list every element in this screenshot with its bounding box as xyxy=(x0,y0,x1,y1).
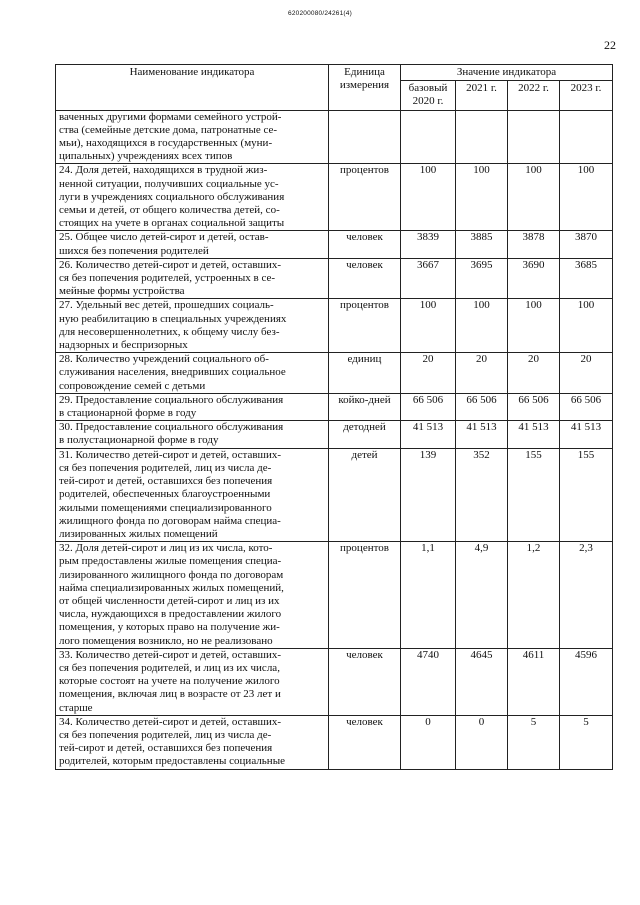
indicator-name-line: тей-сирот и детей, оставшихся без попечения xyxy=(59,742,273,755)
unit-cell: детей xyxy=(329,448,401,541)
indicator-name-cell xyxy=(56,393,329,420)
indicator-name-line: 29. Предоставление социального обслуживания xyxy=(59,393,284,406)
indicator-name-line: жилыми помещениями специализированного xyxy=(59,501,272,514)
header-year-line: базовый xyxy=(408,82,448,95)
unit-cell: детодней xyxy=(329,421,401,448)
value-cell: 20 xyxy=(508,353,560,394)
value-cell: 155 xyxy=(508,448,560,541)
indicator-name-line: 27. Удельный вес детей, прошедших социаль- xyxy=(59,299,274,312)
indicator-name-line: которые состоят на учете на получение жилого xyxy=(59,675,280,688)
indicator-name-line: лизированного жилищного фонда по договорам xyxy=(59,568,284,581)
indicator-name-line: для несовершеннолетних, к общему числу без- xyxy=(59,325,280,338)
indicator-name-line: стоящих на учете в органах социальной защиты xyxy=(59,217,285,230)
header-year-2022: 2022 г. xyxy=(508,81,560,110)
value-cell: 66 506 xyxy=(508,393,560,420)
indicator-name-line: ства (семейные детские дома, патронатные се- xyxy=(59,123,278,136)
value-cell: 1,2 xyxy=(508,542,560,649)
header-indicator-name: Наименование индикатора xyxy=(56,65,329,111)
unit-cell: человек xyxy=(329,715,401,769)
value-cell: 66 506 xyxy=(560,393,613,420)
indicator-name-line: надзорных и беспризорных xyxy=(59,339,188,352)
indicator-name-line: ся без попечения родителей, лиц из числа де- xyxy=(59,461,272,474)
value-cell: 100 xyxy=(560,299,613,353)
unit-cell: человек xyxy=(329,258,401,299)
indicator-name-line: мьи), находящихся в государственных (муни- xyxy=(59,137,273,150)
indicator-name-line: лого помещения возникло, но не реализовано xyxy=(59,634,273,647)
unit-cell: человек xyxy=(329,648,401,715)
value-cell xyxy=(401,110,456,164)
indicator-name-cell xyxy=(56,715,329,769)
indicator-name-line: ся без попечения родителей, лиц из числа де- xyxy=(59,728,272,741)
indicator-name-line: служивания населения, внедривших социальное xyxy=(59,366,286,379)
table-header xyxy=(56,65,613,111)
value-cell: 155 xyxy=(560,448,613,541)
unit-cell: процентов xyxy=(329,164,401,231)
indicator-name-line: родителей, которым предоставлены социальные xyxy=(59,755,285,768)
value-cell: 100 xyxy=(508,299,560,353)
value-cell: 20 xyxy=(560,353,613,394)
header-indicator-value: Значение индикатора xyxy=(401,65,613,81)
value-cell: 100 xyxy=(560,164,613,231)
indicator-name-cell xyxy=(56,231,329,258)
indicator-name-line: шихся без попечения родителей xyxy=(59,244,209,257)
value-cell: 3839 xyxy=(401,231,456,258)
value-cell: 4645 xyxy=(456,648,508,715)
page-number: 22 xyxy=(604,38,616,52)
unit-cell: человек xyxy=(329,231,401,258)
value-cell: 352 xyxy=(456,448,508,541)
value-cell: 4611 xyxy=(508,648,560,715)
value-cell: 20 xyxy=(401,353,456,394)
indicator-name-line: ваченных другими формами семейного устрой- xyxy=(59,110,282,123)
table-row xyxy=(56,421,613,448)
value-cell xyxy=(456,110,508,164)
indicator-name-line: в полустационарной форме в году xyxy=(59,434,219,447)
value-cell: 100 xyxy=(456,299,508,353)
table-row xyxy=(56,542,613,649)
value-cell: 3685 xyxy=(560,258,613,299)
indicator-name-line: помещения, у которых право на получение жи- xyxy=(59,621,280,634)
indicator-name-cell xyxy=(56,164,329,231)
document-id: 620200080/24261(4) xyxy=(288,10,352,17)
indicator-name-line: сопровождение семей с детьми xyxy=(59,379,206,392)
indicator-name-line: старше xyxy=(59,701,93,714)
value-cell: 0 xyxy=(401,715,456,769)
indicator-name-cell xyxy=(56,299,329,353)
value-cell: 100 xyxy=(401,164,456,231)
indicator-name-cell xyxy=(56,110,329,164)
indicator-name-line: ся без попечения родителей, устроенных в се- xyxy=(59,272,276,285)
table-row xyxy=(56,164,613,231)
indicator-name-line: 32. Доля детей-сирот и лиц из их числа, кото- xyxy=(59,542,273,555)
value-cell: 4596 xyxy=(560,648,613,715)
value-cell: 5 xyxy=(508,715,560,769)
indicator-name-line: в стационарной форме в году xyxy=(59,407,197,420)
table-row xyxy=(56,110,613,164)
indicator-name-line: родителей, обеспеченных благоустроенными xyxy=(59,488,271,501)
indicator-name-line: 26. Количество детей-сирот и детей, оставших- xyxy=(59,258,282,271)
value-cell xyxy=(560,110,613,164)
indicator-name-line: помещения, включая лиц в возрасте от 23 лет и xyxy=(59,688,281,701)
indicator-name-line: 34. Количество детей-сирот и детей, оставших- xyxy=(59,715,282,728)
indicator-name-line: 31. Количество детей-сирот и детей, оставших- xyxy=(59,448,282,461)
indicator-table xyxy=(55,64,613,770)
table-row xyxy=(56,448,613,541)
value-cell: 3690 xyxy=(508,258,560,299)
header-year-2021: 2021 г. xyxy=(456,81,508,110)
value-cell xyxy=(508,110,560,164)
unit-cell: процентов xyxy=(329,299,401,353)
header-unit-line: Единица xyxy=(344,66,385,78)
unit-cell xyxy=(329,110,401,164)
header-unit-line: измерения xyxy=(339,79,390,92)
indicator-name-cell xyxy=(56,648,329,715)
indicator-name-line: 24. Доля детей, находящихся в трудной жиз- xyxy=(59,164,268,177)
indicator-name-line: ненной ситуации, получивших социальные ус- xyxy=(59,177,279,190)
unit-cell: койко-дней xyxy=(329,393,401,420)
indicator-name-line: числа, нуждающихся в предоставлении жилого xyxy=(59,608,282,621)
table-row xyxy=(56,258,613,299)
header-year-2023: 2023 г. xyxy=(560,81,613,110)
unit-cell: процентов xyxy=(329,542,401,649)
indicator-name-line: ципальных) учреждениях всех типов xyxy=(59,150,233,163)
indicator-name-cell xyxy=(56,542,329,649)
value-cell: 20 xyxy=(456,353,508,394)
indicator-name-line: рым предоставлены жилые помещения специа- xyxy=(59,555,282,568)
table-row xyxy=(56,353,613,394)
indicator-name-line: лизированных жилых помещений xyxy=(59,527,218,540)
value-cell: 139 xyxy=(401,448,456,541)
value-cell: 4740 xyxy=(401,648,456,715)
value-cell: 5 xyxy=(560,715,613,769)
header-unit xyxy=(329,65,401,111)
value-cell: 66 506 xyxy=(401,393,456,420)
value-cell: 100 xyxy=(508,164,560,231)
value-cell: 3885 xyxy=(456,231,508,258)
indicator-name-line: 30. Предоставление социального обслуживания xyxy=(59,421,284,434)
value-cell: 1,1 xyxy=(401,542,456,649)
indicator-name-line: 25. Общее число детей-сирот и детей, остав- xyxy=(59,231,269,244)
indicator-name-cell xyxy=(56,448,329,541)
table-row xyxy=(56,648,613,715)
indicator-name-cell xyxy=(56,421,329,448)
indicator-name-line: от общей численности детей-сирот и лиц из их xyxy=(59,594,280,607)
table-row xyxy=(56,231,613,258)
value-cell: 3878 xyxy=(508,231,560,258)
value-cell: 100 xyxy=(401,299,456,353)
value-cell: 41 513 xyxy=(508,421,560,448)
indicator-name-line: найма специализированных жилых помещений, xyxy=(59,581,284,594)
value-cell: 41 513 xyxy=(401,421,456,448)
indicator-name-line: мейные формы устройства xyxy=(59,285,185,298)
value-cell: 41 513 xyxy=(456,421,508,448)
indicator-name-line: жилищного фонда по договорам найма специа- xyxy=(59,514,281,527)
indicator-name-line: 33. Количество детей-сирот и детей, оставших- xyxy=(59,648,282,661)
value-cell: 100 xyxy=(456,164,508,231)
unit-cell: единиц xyxy=(329,353,401,394)
table-row xyxy=(56,393,613,420)
indicator-name-line: ную реабилитацию в специальных учреждениях xyxy=(59,312,287,325)
value-cell: 3870 xyxy=(560,231,613,258)
value-cell: 2,3 xyxy=(560,542,613,649)
table-row xyxy=(56,715,613,769)
value-cell: 41 513 xyxy=(560,421,613,448)
table-row xyxy=(56,299,613,353)
indicator-name-line: тей-сирот и детей, оставшихся без попечения xyxy=(59,475,273,488)
value-cell: 66 506 xyxy=(456,393,508,420)
indicator-name-cell xyxy=(56,258,329,299)
indicator-name-line: ся без попечения родителей, и лиц из их числа, xyxy=(59,661,280,674)
value-cell: 4,9 xyxy=(456,542,508,649)
header-year-base xyxy=(401,81,456,110)
indicator-name-cell xyxy=(56,353,329,394)
value-cell: 3667 xyxy=(401,258,456,299)
indicator-name-line: 28. Количество учреждений социального об- xyxy=(59,353,269,366)
value-cell: 0 xyxy=(456,715,508,769)
header-year-line: 2020 г. xyxy=(412,95,444,108)
value-cell: 3695 xyxy=(456,258,508,299)
indicator-name-line: семьи и детей, от общего количества детей, со- xyxy=(59,204,280,217)
indicator-name-line: луги в учреждениях социального обслуживания xyxy=(59,190,285,203)
table-body xyxy=(56,110,613,769)
